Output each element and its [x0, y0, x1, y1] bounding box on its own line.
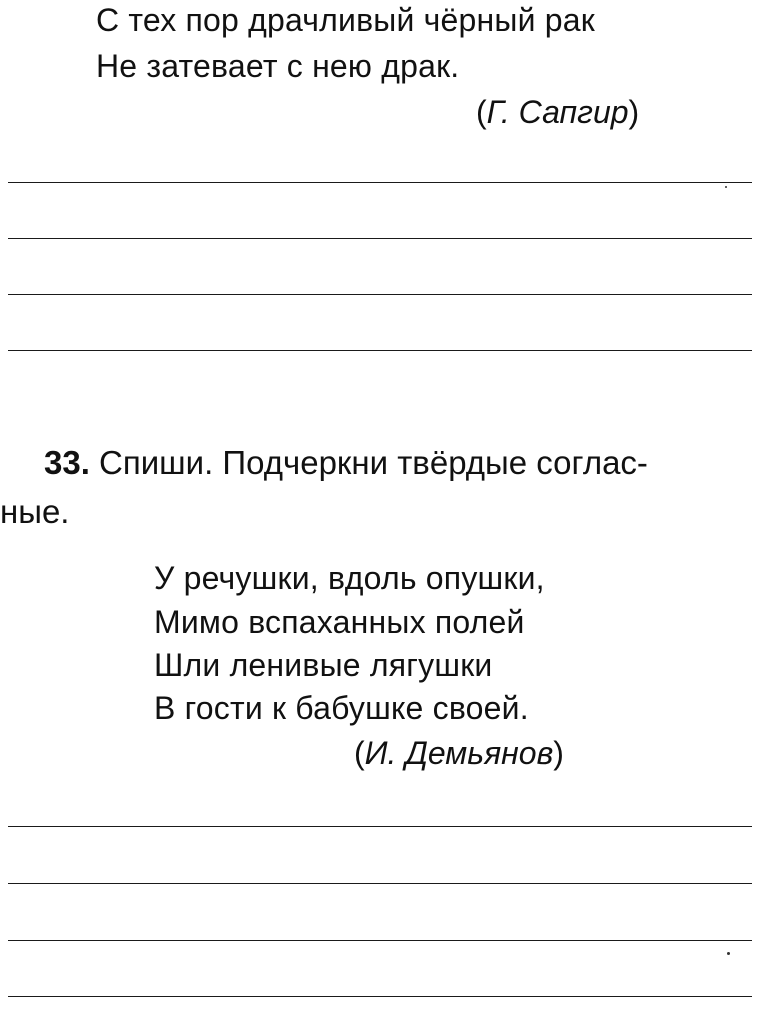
poem2-author-name: И. Демьянов: [364, 735, 554, 771]
scan-speck: [727, 952, 730, 955]
task-number: 33.: [44, 444, 90, 481]
poem1-line-2: Не затевает с нею драк.: [96, 48, 460, 84]
poem2-line-3: Шли ленивые лягушки: [154, 647, 493, 683]
poem2-author: (И. Демьянов): [354, 735, 564, 771]
poem2-line-4: В гости к бабушке своей.: [154, 690, 529, 726]
writing-line: [8, 350, 752, 351]
writing-line: [8, 940, 752, 941]
writing-line: [8, 294, 752, 295]
poem1-author: (Г. Сапгир): [476, 94, 640, 130]
poem2-line-2: Мимо вспаханных полей: [154, 604, 525, 640]
writing-line: [8, 238, 752, 239]
poem1-author-name: Г. Сапгир: [486, 94, 629, 130]
poem2-line-1: У речушки, вдоль опушки,: [154, 560, 545, 596]
writing-line: [8, 996, 752, 997]
task-text-1: Спиши. Подчеркни твёрдые соглас-: [99, 444, 648, 481]
task-33-instruction: [0, 438, 750, 536]
poem1-line-1: С тех пор драчливый чёрный рак: [96, 2, 595, 38]
scan-speck: [725, 186, 727, 188]
writing-line: [8, 826, 752, 827]
task-instruction-line-1: [0, 438, 750, 487]
writing-line: [8, 883, 752, 884]
writing-line: [8, 182, 752, 183]
task-instruction-line-2: ные.: [0, 493, 70, 530]
